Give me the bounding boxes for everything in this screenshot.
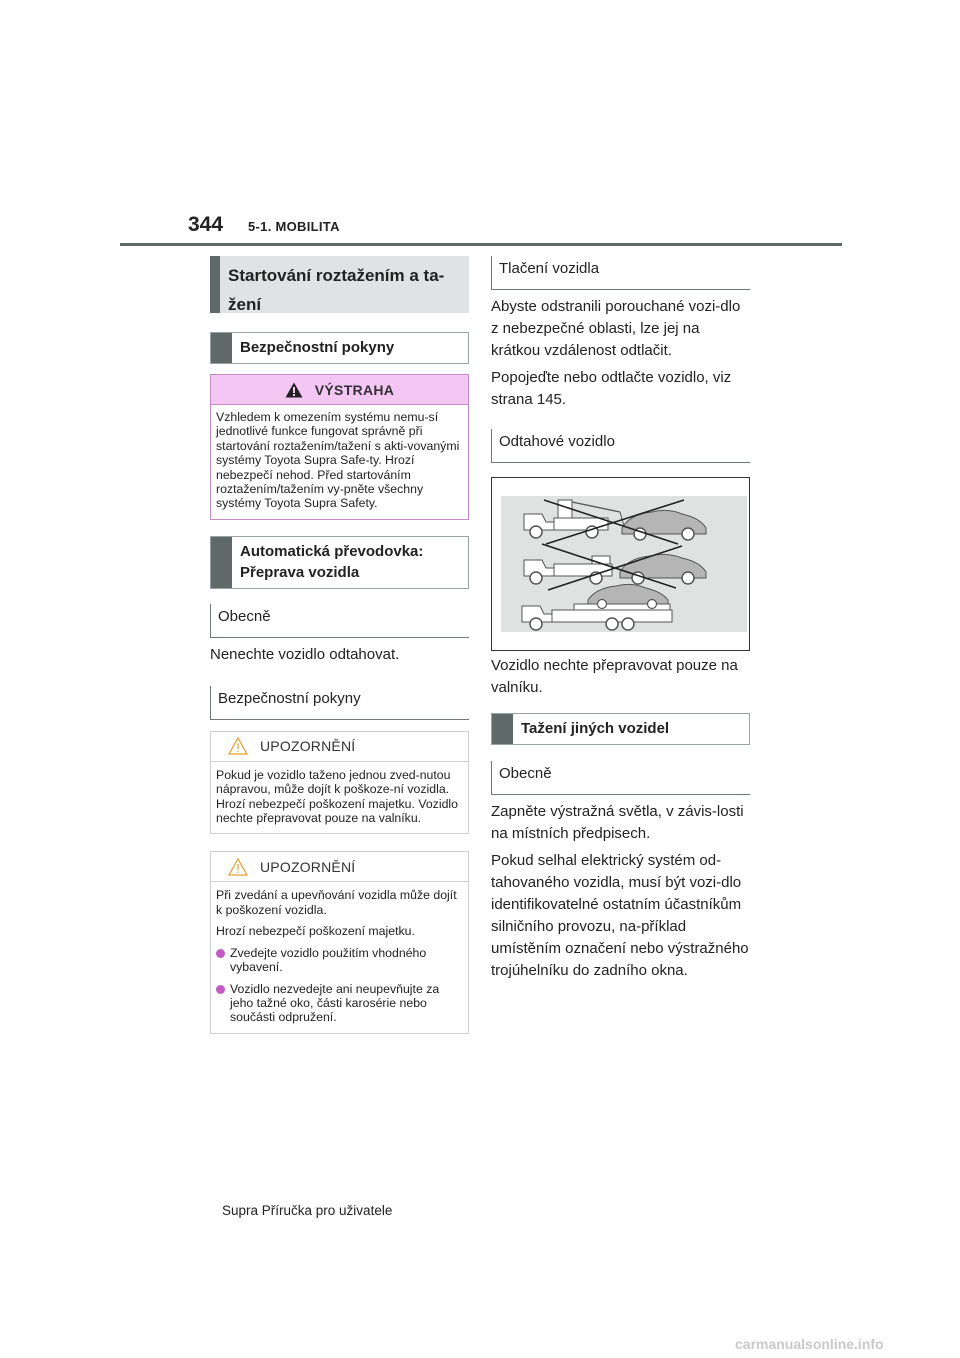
subheading-title: Tažení jiných vozidel: [521, 720, 670, 737]
subheading-title: Automatická převodovka: Přeprava vozidla: [240, 542, 424, 581]
bullet-item: [216, 946, 463, 975]
caution-triangle-icon: [228, 737, 248, 755]
paragraph-text: Abyste odstranili porouchané vozi-dlo z nebezpečné oblasti, lze jej na krátkou vzdálenost odtlačit.: [491, 298, 741, 359]
bullet-icon: [216, 985, 225, 994]
caution-label: UPOZORNĚNÍ: [260, 738, 356, 755]
plain-heading-title: Odtahové vozidlo: [499, 433, 615, 450]
plain-heading-general: [210, 604, 469, 638]
caution-paragraph: Při zvedání a upevňování vozidla může dojít k poškození vozidla.: [216, 888, 457, 917]
warning-header: [211, 375, 468, 405]
footer-text: Supra Příručka pro uživatele: [222, 1203, 393, 1218]
subheading-safety: [210, 332, 469, 364]
bullet-text: Zvedejte vozidlo použitím vhodného vybavení.: [230, 945, 427, 975]
right-column: [491, 256, 750, 987]
paragraph-text: Zapněte výstražná světla, v závis-losti na místních předpisech.: [491, 803, 744, 842]
bullet-icon: [216, 949, 225, 958]
warning-triangle-icon: [285, 382, 303, 398]
caution-triangle-icon: [228, 858, 248, 876]
warning-box: [210, 374, 469, 520]
subheading-towing-others: [491, 713, 750, 745]
paragraph-text: Pokud selhal elektrický systém od-tahovaného vozidla, musí být vozi-dlo identifikovatelné ostatním účastníkům silničního provozu, na-příklad umístěním označení nebo výstražného trojúhelníku do zadního okna.: [491, 852, 749, 979]
caution-body: [211, 882, 468, 1032]
bullet-item: [216, 982, 463, 1025]
plain-heading-general: [491, 761, 750, 795]
paragraph-block: [491, 296, 750, 411]
caution-text: Pokud je vozidlo taženo jednou zved-nutou nápravou, může dojít k poškoze-ní vozidla. Hrozí nebezpečí poškození majetku. Vozidlo nechte přepravovat pouze na valníku.: [216, 767, 458, 826]
left-column: [210, 256, 469, 1034]
caution-box: [210, 851, 469, 1033]
plain-heading-title: Obecně: [499, 765, 552, 782]
towing-methods-figure: [492, 478, 749, 650]
warning-text: Vzhledem k omezením systému nemu-sí jednotlivé funkce fungovat správně při startování roztažením/tažení s akti-vovanými systémy Toyota Supra Safe-ty. Hrozí nebezpečí nehod. Před startováním roztažením/tažením vy-pněte všechny systémy Toyota Supra Safety.: [216, 410, 460, 511]
section-heading: [210, 256, 469, 313]
subheading-title: Bezpečnostní pokyny: [240, 339, 395, 356]
plain-heading-pushing: [491, 256, 750, 290]
paragraph-text: Nenechte vozidlo odtahovat.: [210, 645, 400, 663]
paragraph-text: Vozidlo nechte přepravovat pouze na valníku.: [491, 657, 738, 696]
caution-header: [211, 852, 468, 882]
header-rule: [120, 243, 842, 246]
paragraph-block: [491, 801, 750, 982]
caution-header: [211, 732, 468, 762]
warning-label: VÝSTRAHA: [314, 381, 395, 398]
caution-paragraph: Hrozí nebezpečí poškození majetku.: [216, 924, 415, 939]
subheading-transport: [210, 536, 469, 589]
paragraph-block: [491, 655, 750, 699]
plain-heading-title: Tlačení vozidla: [499, 260, 600, 277]
plain-heading-tow-truck: [491, 429, 750, 463]
plain-heading-title: Bezpečnostní pokyny: [218, 689, 361, 707]
caution-box: [210, 731, 469, 835]
chapter-title: 5-1. MOBILITA: [248, 219, 340, 234]
paragraph-text: Popojeďte nebo odtlačte vozidlo, viz strana 145.: [491, 369, 732, 408]
plain-heading-safety: [210, 686, 469, 720]
watermark: carmanualsonline.info: [735, 1336, 884, 1352]
towing-illustration: [491, 477, 750, 651]
plain-heading-title: Obecně: [218, 607, 271, 625]
bullet-text: Vozidlo nezvedejte ani neupevňujte za jeho tažné oko, části karosérie nebo součásti odpružení.: [230, 981, 440, 1025]
section-title: Startování roztažením a ta-žení: [228, 266, 445, 314]
caution-label: UPOZORNĚNÍ: [260, 858, 356, 875]
paragraph: [210, 644, 469, 666]
page-number: 344: [188, 213, 224, 236]
